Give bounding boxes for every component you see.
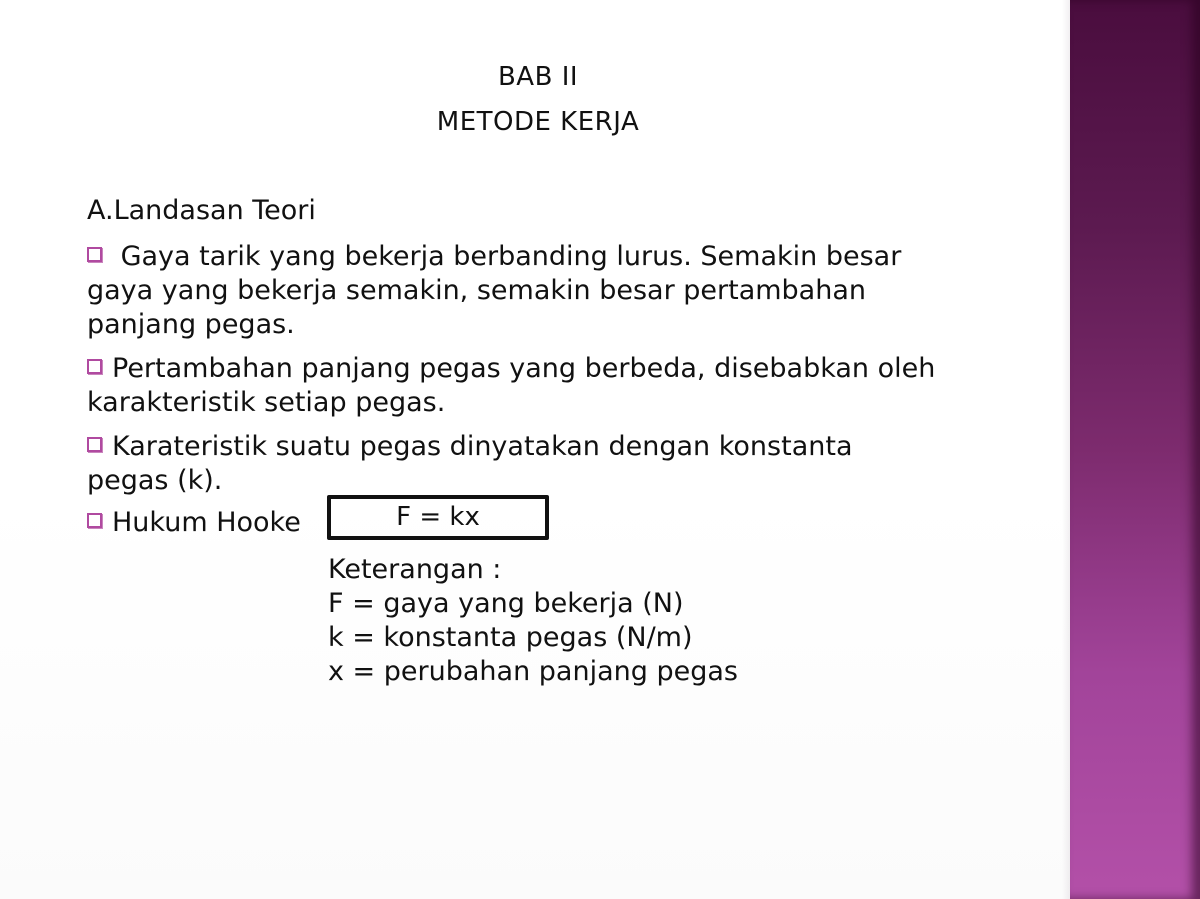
bullet-text: Gaya tarik yang bekerja berbanding lurus. Semakin besar xyxy=(112,241,902,272)
bullet-item-3 xyxy=(87,430,987,498)
bullet-item-2 xyxy=(87,352,987,420)
slide-title-chapter: BAB II xyxy=(497,62,579,92)
decorative-sidebar xyxy=(1070,0,1200,899)
legend-item-extension: x = perubahan panjang pegas xyxy=(328,656,738,687)
square-bullet-icon xyxy=(87,247,102,262)
bullet-text: Karateristik suatu pegas dinyatakan dengan konstanta xyxy=(112,431,853,462)
square-bullet-icon xyxy=(87,359,102,374)
square-bullet-icon xyxy=(87,437,102,452)
section-heading: A.Landasan Teori xyxy=(87,195,316,226)
bullet-text: Pertambahan panjang pegas yang berbeda, disebabkan oleh xyxy=(112,353,936,384)
bullet-text: pegas (k). xyxy=(87,465,223,496)
legend-item-force: F = gaya yang bekerja (N) xyxy=(328,588,684,619)
bullet-item-1 xyxy=(87,240,987,342)
bullet-text: Hukum Hooke xyxy=(112,507,301,538)
bullet-text: karakteristik setiap pegas. xyxy=(87,387,446,418)
square-bullet-icon xyxy=(87,513,102,528)
bullet-text: gaya yang bekerja semakin, semakin besar pertambahan xyxy=(87,275,866,306)
slide-title-method: METODE KERJA xyxy=(436,107,640,137)
formula-box: F = kx xyxy=(327,495,549,540)
formula-legend xyxy=(328,553,738,689)
legend-item-constant: k = konstanta pegas (N/m) xyxy=(328,622,693,653)
bullet-text: panjang pegas. xyxy=(87,309,295,340)
legend-heading: Keterangan : xyxy=(328,554,502,585)
